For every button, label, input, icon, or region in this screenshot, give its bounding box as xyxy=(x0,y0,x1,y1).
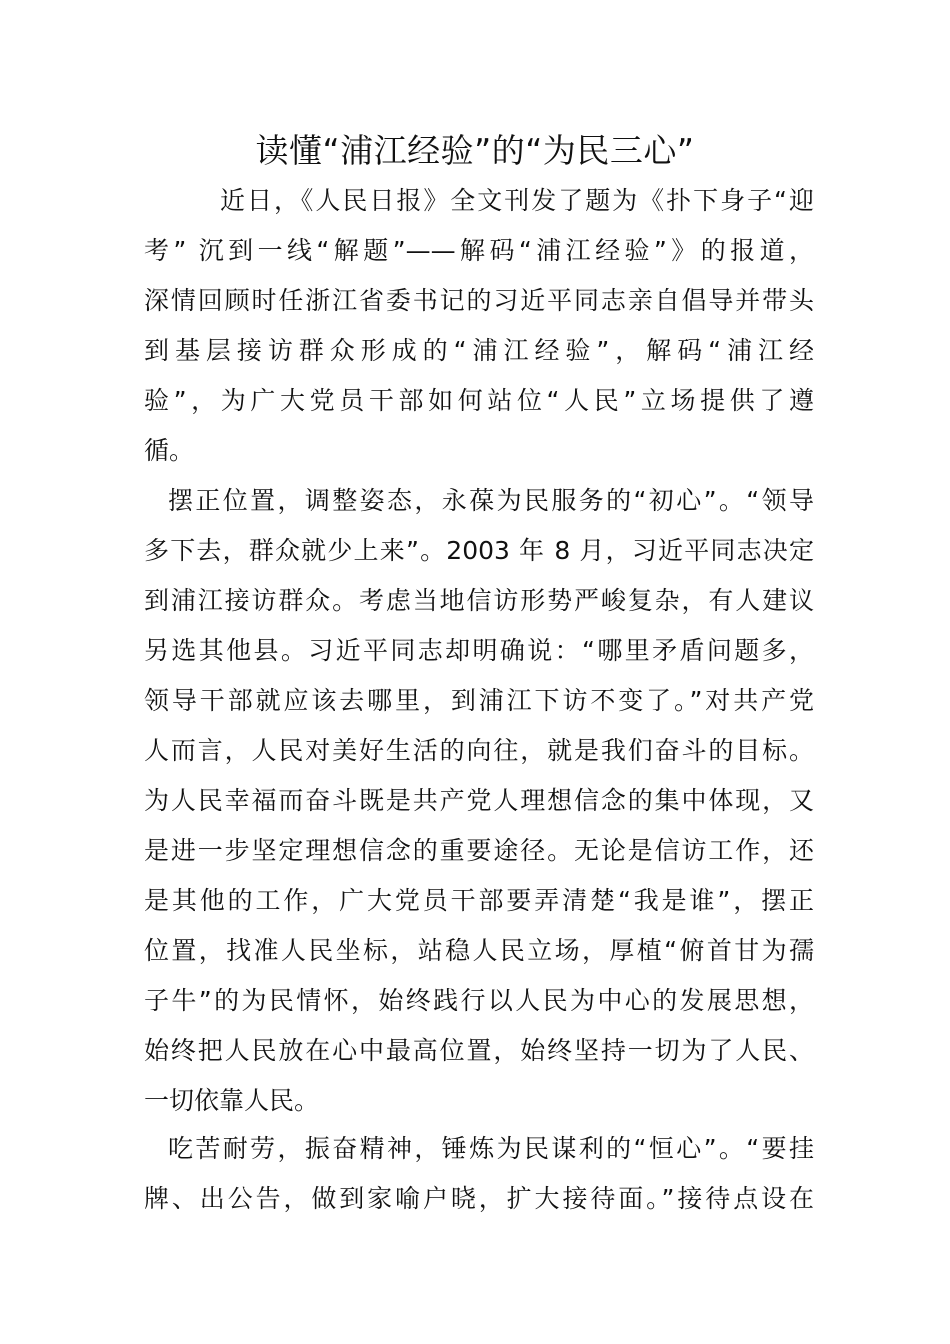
text-line: 始终把人民放在心中最高位置，始终坚持一切为了人民、 xyxy=(144,1036,814,1065)
text-line: 到浦江接访群众。考虑当地信访形势严峻复杂，有人建议 xyxy=(144,586,814,615)
paragraph-2 xyxy=(144,476,814,1126)
text-line: 一切依靠人民。 xyxy=(144,1086,320,1115)
document-title: 读懂“浦江经验”的“为民三心” xyxy=(255,131,695,170)
paragraph-3 xyxy=(144,1124,814,1224)
text-line: 为人民幸福而奋斗既是共产党人理想信念的集中体现，又 xyxy=(144,786,814,815)
text-line: 验”，为广大党员干部如何站位“人民”立场提供了遵 xyxy=(144,386,814,415)
text-line: 领导干部就应该去哪里，到浦江下访不变了。”对共产党 xyxy=(144,686,814,715)
text-line: 人而言，人民对美好生活的向往，就是我们奋斗的目标。 xyxy=(144,736,814,765)
text-line: 循。 xyxy=(144,436,195,465)
text-line: 牌、出公告，做到家喻户晓，扩大接待面。”接待点设在 xyxy=(144,1184,814,1213)
text-line: 多下去，群众就少上来”。2003 年 8 月，习近平同志决定 xyxy=(144,536,814,565)
text-line: 吃苦耐劳，振奋精神，锤炼为民谋利的“恒心”。“要挂 xyxy=(168,1134,814,1163)
text-line: 到基层接访群众形成的“浦江经验”，解码“浦江经 xyxy=(144,336,814,365)
text-line: 另选其他县。习近平同志却明确说：“哪里矛盾问题多， xyxy=(144,636,814,665)
text-line: 深情回顾时任浙江省委书记的习近平同志亲自倡导并带头 xyxy=(144,286,814,315)
text-line: 摆正位置，调整姿态，永葆为民服务的“初心”。“领导 xyxy=(168,486,814,515)
paragraph-1 xyxy=(144,176,814,476)
text-line: 是其他的工作，广大党员干部要弄清楚“我是谁”，摆正 xyxy=(144,886,814,915)
text-line: 是进一步坚定理想信念的重要途径。无论是信访工作，还 xyxy=(144,836,814,865)
text-line: 位置，找准人民坐标，站稳人民立场，厚植“俯首甘为孺 xyxy=(144,936,814,965)
text-line: 考” 沉到一线“解题”——解码“浦江经验”》的报道， xyxy=(144,236,814,265)
text-line: 子牛”的为民情怀，始终践行以人民为中心的发展思想， xyxy=(144,986,814,1015)
text-line: 近日，《人民日报》全文刊发了题为《扑下身子“迎 xyxy=(220,186,814,215)
